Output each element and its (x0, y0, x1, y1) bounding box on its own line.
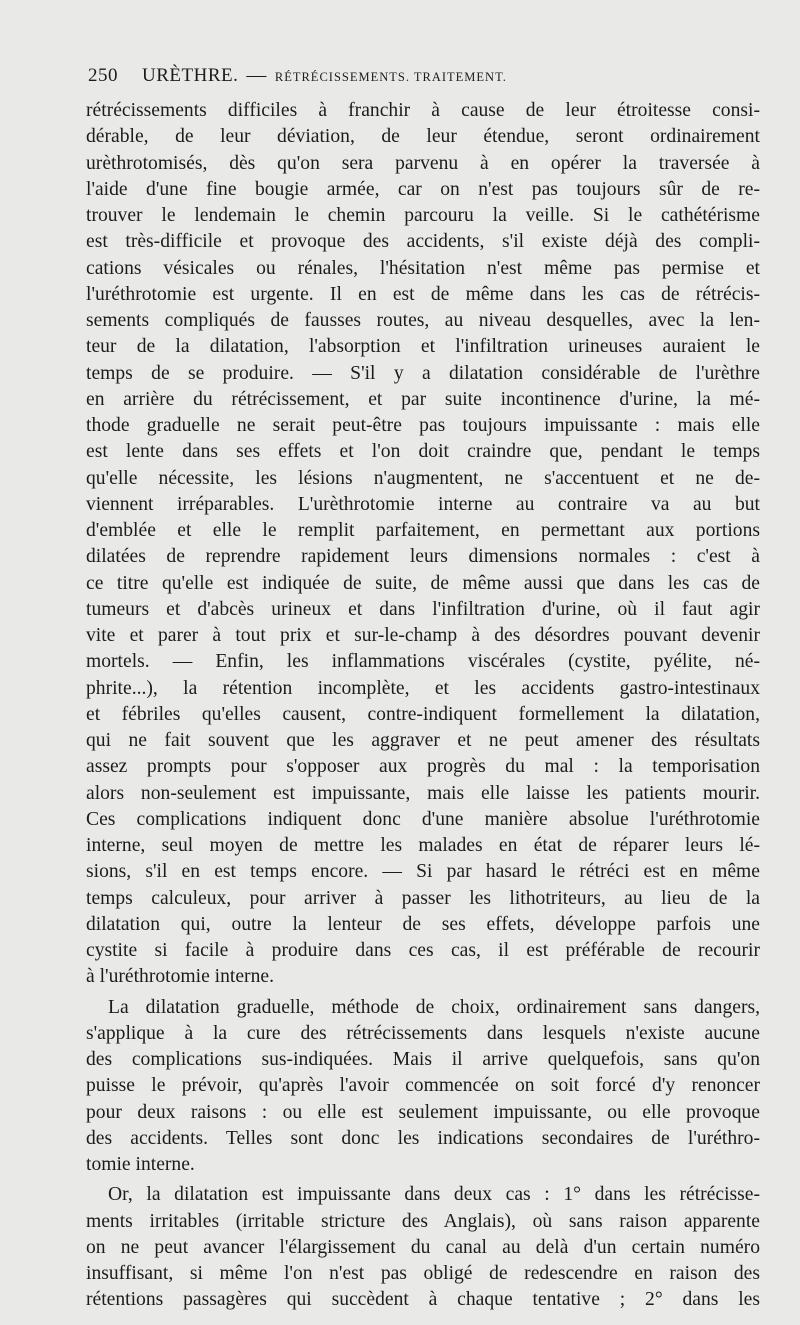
text-line: est lente dans ses effets et l'on doit craindre que, pendant le temps (86, 441, 760, 463)
text-line: phrite...), la rétention incomplète, et les accidents gastro-intestinaux (86, 677, 760, 699)
text-line: est très-difficile et provoque des accidents, s'il existe déjà des compli- (86, 231, 760, 253)
page-number: 250 (88, 65, 118, 86)
text-line: insuffisant, si même l'on n'est pas obligé de redescendre en raison des (86, 1263, 760, 1284)
text-line: Or, la dilatation est impuissante dans deux cas : 1° dans les rétrécisse- (108, 1184, 760, 1206)
text-line: et fébriles qu'elles causent, contre-indiquent formellement la dilatation, (86, 703, 760, 725)
text-line: trouver le lendemain le chemin parcouru la veille. Si le cathétérisme (86, 205, 760, 226)
text-line: on ne peut avancer l'élargissement du canal au delà d'un certain numéro (86, 1236, 760, 1258)
text-line: sements compliqués de fausses routes, au niveau desquelles, avec la len- (86, 310, 760, 331)
text-line: teur de la dilatation, l'absorption et l'infiltration urineuses auraient le (86, 336, 760, 358)
text-line: temps de se produire. — S'il y a dilatation considérable de l'urèthre (86, 362, 760, 384)
text-line: cations vésicales ou rénales, l'hésitation n'est même pas permise et (86, 257, 760, 279)
text-line: Ces complications indiquent donc d'une manière absolue l'uréthrotomie (86, 808, 760, 830)
text-line: à l'uréthrotomie interne. (86, 966, 274, 988)
text-line: tomie interne. (86, 1154, 195, 1175)
text-line: s'applique à la cure des rétrécissements dans lesquels n'existe aucune (86, 1022, 760, 1044)
text-line: interne, seul moyen de mettre les malades en état de réparer leurs lé- (86, 835, 760, 856)
text-line: dilatation qui, outre la lenteur de ses effets, développe parfois une (86, 913, 760, 935)
header-subtitle: RÉTRÉCISSEMENTS. TRAITEMENT. (274, 70, 507, 84)
text-line: temps calculeux, pour arriver à passer les lithotriteurs, au lieu de la (86, 887, 760, 909)
text-line: l'aide d'une fine bougie armée, car on n'est pas toujours sûr de re- (86, 178, 760, 200)
text-line: cystite si facile à produire dans ces cas, il est préférable de recourir (86, 940, 760, 961)
text-line: ments irritables (irritable stricture des Anglais), où sans raison apparente (86, 1210, 760, 1232)
text-line: thode graduelle ne serait peut-être pas toujours impuissante : mais elle (86, 415, 760, 436)
text-line: assez prompts pour s'opposer aux progrès du mal : la temporisation (86, 756, 760, 778)
text-line: sions, s'il en est temps encore. — Si par hasard le rétréci est en même (86, 861, 760, 883)
text-line: puisse le prévoir, qu'après l'avoir commencée on soit forcé d'y renoncer (86, 1075, 760, 1097)
text-line: l'uréthrotomie est urgente. Il en est de même dans les cas de rétrécis- (86, 283, 760, 305)
text-line: tumeurs et d'abcès urineux et dans l'infiltration d'urine, où il faut agir (86, 598, 760, 620)
text-line: urèthrotomisés, dès qu'on sera parvenu à en opérer la traversée à (86, 152, 760, 174)
text-line: des complications sus-indiquées. Mais il arrive quelquefois, sans qu'on (86, 1049, 760, 1070)
text-line: pour deux raisons : ou elle est seulement impuissante, ou elle provoque (86, 1101, 760, 1123)
text-line: ce titre qu'elle est indiquée de suite, de même aussi que dans les cas de (86, 572, 760, 594)
text-line: qu'elle nécessite, les lésions n'augmentent, ne s'accentuent et ne de- (86, 467, 760, 489)
text-line: La dilatation graduelle, méthode de choix, ordinairement sans dangers, (108, 996, 760, 1018)
text-line: d'emblée et elle le remplit parfaitement, en permettant aux portions (86, 520, 760, 541)
text-line: rétrécissements difficiles à franchir à cause de leur étroitesse consi- (86, 100, 760, 121)
text-line: rétentions passagères qui succèdent à chaque tentative ; 2° dans les (86, 1289, 760, 1311)
text-line: alors non-seulement est impuissante, mais elle laisse les patients mourir. (86, 782, 760, 804)
header-title: URÈTHRE. (142, 65, 239, 86)
text-line: viennent irréparables. L'urèthrotomie interne au contraire va au but (86, 493, 760, 515)
header-separator: — (246, 64, 267, 86)
text-line: qui ne fait souvent que les aggraver et ne peut amener des résultats (86, 730, 760, 751)
text-line: des accidents. Telles sont donc les indications secondaires de l'uréthro- (86, 1127, 760, 1149)
body-text (86, 98, 760, 1314)
text-line: vite et parer à tout prix et sur-le-champ à des désordres pouvant devenir (86, 625, 760, 646)
running-header (88, 64, 760, 92)
text-line: en arrière du rétrécissement, et par suite incontinence d'urine, la mé- (86, 388, 760, 410)
text-line: dilatées de reprendre rapidement leurs dimensions normales : c'est à (86, 546, 760, 568)
text-line: mortels. — Enfin, les inflammations viscérales (cystite, pyélite, né- (86, 651, 760, 673)
text-line: dérable, de leur déviation, de leur étendue, seront ordinairement (86, 126, 760, 148)
